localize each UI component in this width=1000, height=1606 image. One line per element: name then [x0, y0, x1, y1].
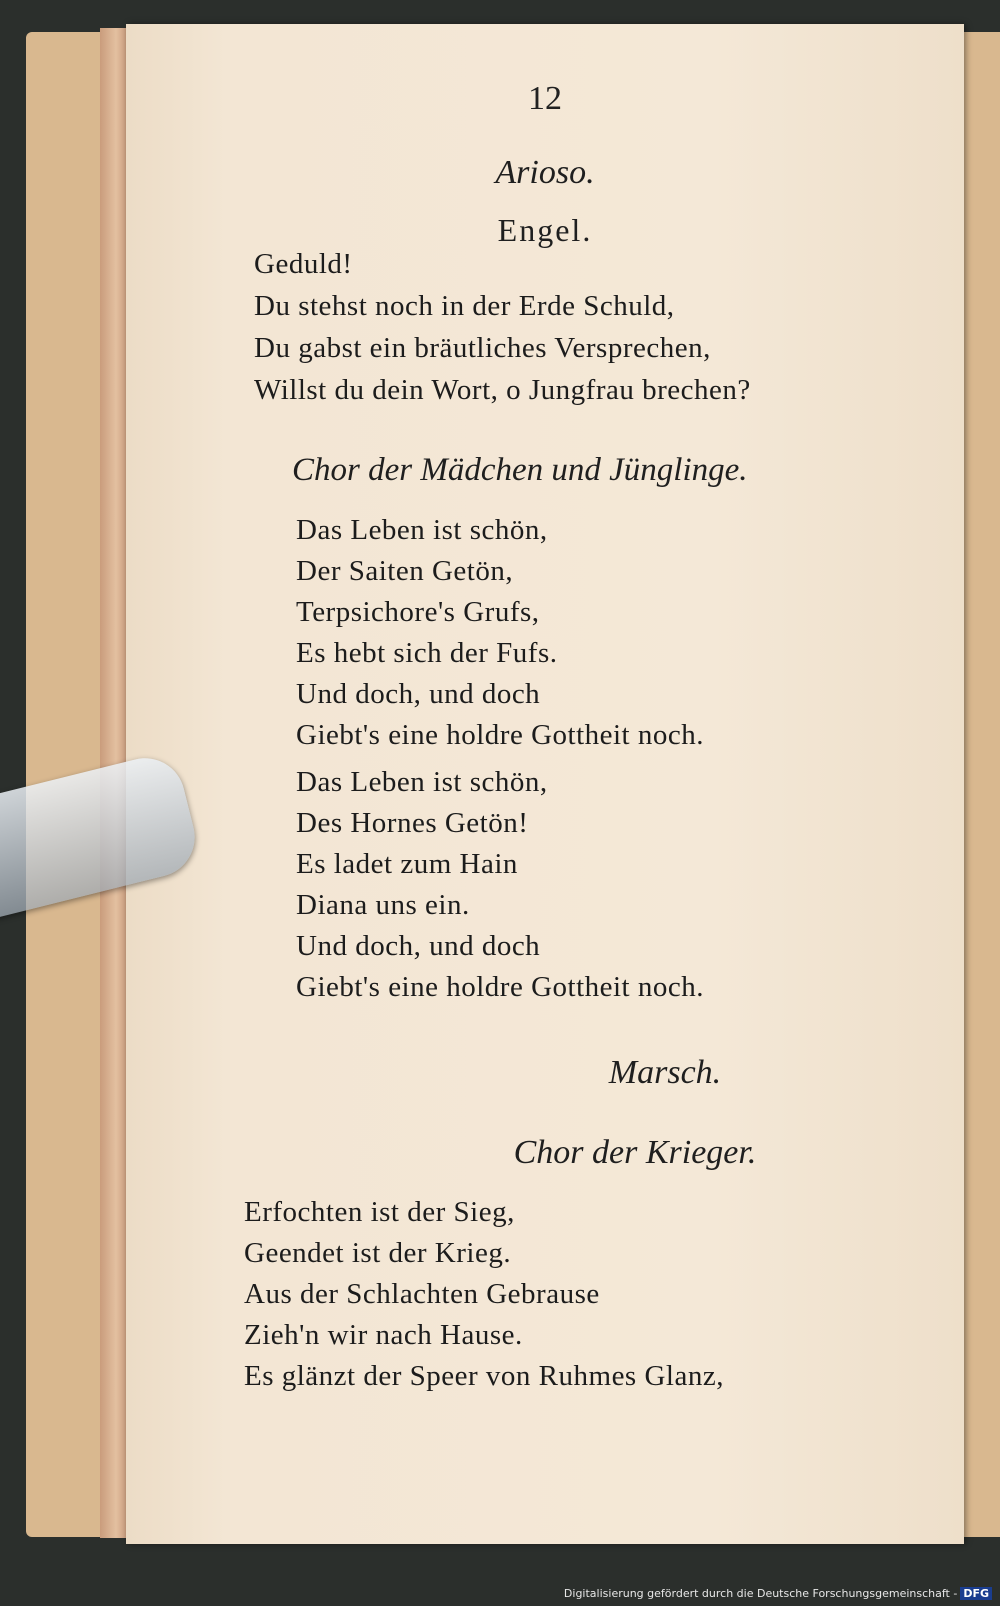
verse-line: Des Hornes Getön!	[296, 807, 529, 839]
verse-line: Es glänzt der Speer von Ruhmes Glanz,	[244, 1360, 724, 1392]
section-title-krieger: Chor der Krieger.	[513, 1134, 757, 1171]
verse-line: Willst du dein Wort, o Jungfrau brechen?	[254, 374, 751, 406]
section-title-arioso: Arioso.	[495, 154, 595, 191]
verse-line: Du gabst ein bräutliches Versprechen,	[254, 332, 711, 364]
verse-line: Giebt's eine holdre Gottheit noch.	[296, 719, 704, 751]
verse-line: Geduld!	[254, 248, 353, 280]
verse-line: Geendet ist der Krieg.	[244, 1237, 512, 1269]
verse-line: Zieh'n wir nach Hause.	[244, 1319, 523, 1351]
verse-line: Diana uns ein.	[296, 889, 470, 921]
footer-text: Digitalisierung gefördert durch die Deutsche Forschungsgemeinschaft -	[563, 1587, 958, 1600]
verse-line: Aus der Schlachten Gebrause	[244, 1278, 600, 1310]
dfg-logo: DFG	[960, 1587, 992, 1600]
verse-line: Du stehst noch in der Erde Schuld,	[254, 290, 675, 322]
speaker-engel: Engel.	[497, 212, 593, 248]
verse-line: Und doch, und doch	[296, 678, 541, 710]
verse-line: Terpsichore's Grufs,	[296, 596, 540, 628]
verse-line: Giebt's eine holdre Gottheit noch.	[296, 971, 704, 1003]
verse-line: Das Leben ist schön,	[296, 766, 548, 798]
verse-line: Und doch, und doch	[296, 930, 541, 962]
verse-line: Das Leben ist schön,	[296, 514, 548, 546]
footer-credit	[564, 1587, 992, 1600]
verse-line: Es hebt sich der Fufs.	[296, 637, 558, 669]
verse-line: Es ladet zum Hain	[296, 848, 518, 880]
section-title-chor: Chor der Mädchen und Jünglinge.	[292, 452, 748, 488]
section-title-marsch: Marsch.	[608, 1054, 722, 1091]
verse-line: Erfochten ist der Sieg,	[244, 1196, 515, 1228]
book-page	[126, 24, 964, 1544]
verse-line: Der Saiten Getön,	[296, 555, 514, 587]
page-number: 12	[528, 80, 562, 117]
